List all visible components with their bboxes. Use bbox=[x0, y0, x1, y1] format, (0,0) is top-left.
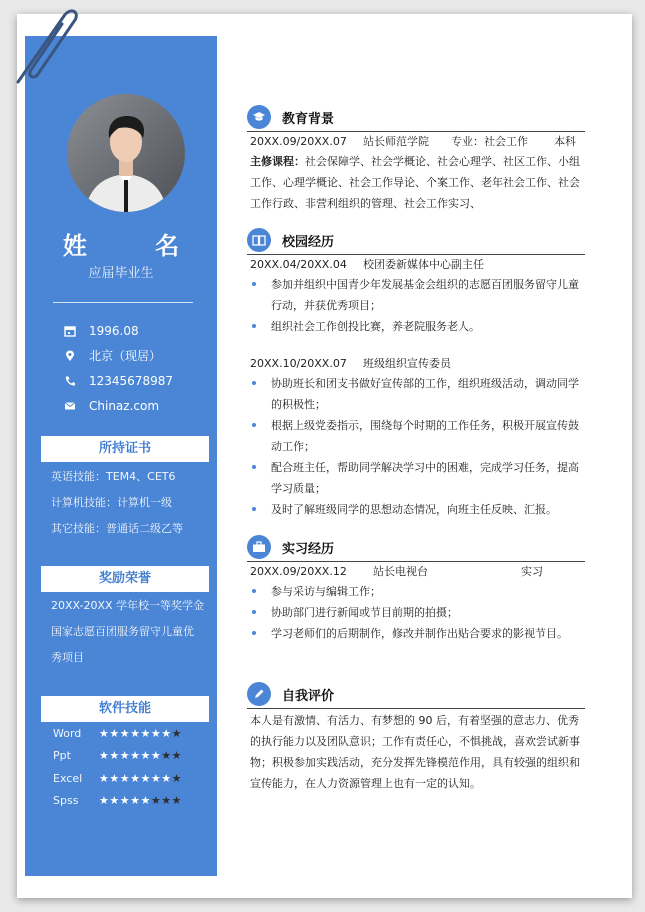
rating-stars bbox=[99, 794, 182, 807]
calendar-icon bbox=[63, 324, 77, 338]
skill-row: Ppt ★★★★★★★★ bbox=[53, 749, 182, 763]
star-filled-icon: ★ bbox=[140, 794, 151, 808]
pen-icon bbox=[247, 682, 271, 706]
contact-location: 北京（现居） bbox=[63, 343, 213, 368]
star-filled-icon: ★ bbox=[109, 726, 120, 740]
section-title: 自我评价 bbox=[282, 688, 335, 704]
sidebar-divider bbox=[53, 302, 193, 303]
section-divider bbox=[247, 131, 585, 132]
certificates-list bbox=[51, 464, 215, 542]
honors-line: 秀项目 bbox=[51, 651, 84, 664]
avatar bbox=[67, 94, 185, 212]
campus-entry-row: 20XX.04/20XX.04 校团委新媒体中心副主任 bbox=[250, 258, 484, 271]
star-filled-icon: ★ bbox=[140, 771, 151, 785]
star-empty-icon: ★ bbox=[171, 726, 182, 740]
skill-row: Spss ★★★★★★★★ bbox=[53, 794, 182, 808]
rating-stars bbox=[99, 772, 182, 785]
list-item: 协助部门进行新闻或节目前期的拍摄； bbox=[247, 602, 585, 623]
campus-header bbox=[247, 227, 585, 253]
star-filled-icon: ★ bbox=[130, 771, 141, 785]
star-filled-icon: ★ bbox=[161, 726, 172, 740]
list-item: 学习老师们的后期制作，修改并制作出贴合要求的影视节目。 bbox=[247, 623, 585, 644]
campus-entry-row: 20XX.10/20XX.07 班级组织宣传委员 bbox=[250, 357, 451, 370]
star-empty-icon: ★ bbox=[150, 794, 162, 808]
list-item: 及时了解班级同学的思想动态情况，向班主任反映、汇报。 bbox=[247, 499, 585, 520]
book-icon bbox=[247, 228, 271, 252]
star-filled-icon: ★ bbox=[109, 794, 120, 808]
graduation-cap-icon bbox=[247, 105, 271, 129]
star-empty-icon: ★ bbox=[161, 749, 172, 763]
star-filled-icon: ★ bbox=[150, 771, 162, 785]
star-filled-icon: ★ bbox=[130, 794, 141, 808]
honors-line: 20XX-20XX 学年校一等奖学金 bbox=[51, 599, 205, 612]
list-item: 计算机技能：计算机一级 bbox=[51, 496, 172, 509]
star-filled-icon: ★ bbox=[150, 749, 162, 763]
briefcase-icon bbox=[247, 535, 271, 559]
contact-birth: 1996.08 bbox=[63, 318, 213, 343]
main-content bbox=[247, 104, 585, 794]
paperclip-icon bbox=[4, 2, 82, 88]
rating-stars bbox=[99, 727, 182, 740]
sidebar bbox=[25, 36, 217, 876]
star-empty-icon: ★ bbox=[161, 794, 172, 808]
software-skills bbox=[53, 722, 213, 812]
list-item: 参加并组织中国青少年发展基金会组织的志愿百团服务留守儿童行动，并获优秀项目； bbox=[247, 274, 585, 316]
section-title: 实习经历 bbox=[282, 541, 335, 557]
self-eval-text: 本人是有激情、有活力、有梦想的 90 后，有着坚强的意志力、优秀的执行能力以及团队意识；工作有责任心，不惧挑战，喜欢尝试新事物；积极参加实践活动，充分发挥先锋模范作用，具有较强的组织和宣传能力，在人力资源管理上也有一定的认知。 bbox=[250, 714, 580, 790]
star-filled-icon: ★ bbox=[99, 726, 110, 740]
campus-bullets bbox=[247, 373, 585, 520]
star-filled-icon: ★ bbox=[161, 771, 172, 785]
star-filled-icon: ★ bbox=[140, 749, 151, 763]
candidate-subtitle: 应届毕业生 bbox=[88, 266, 154, 281]
certificates-title: 所持证书 bbox=[41, 436, 209, 462]
star-filled-icon: ★ bbox=[109, 771, 120, 785]
star-filled-icon: ★ bbox=[99, 794, 110, 808]
section-divider bbox=[247, 561, 585, 562]
star-filled-icon: ★ bbox=[130, 749, 141, 763]
self-eval-header bbox=[247, 681, 585, 707]
star-filled-icon: ★ bbox=[130, 726, 141, 740]
list-item: 配合班主任，帮助同学解决学习中的困难，完成学习任务，提高学习质量； bbox=[247, 457, 585, 499]
internship-row: 20XX.09/20XX.12 站长电视台 实习 bbox=[250, 565, 543, 578]
list-item: 组织社会工作创投比赛，养老院服务老人。 bbox=[247, 316, 585, 337]
star-filled-icon: ★ bbox=[99, 749, 110, 763]
skill-row: Excel ★★★★★★★★ bbox=[53, 771, 182, 785]
star-empty-icon: ★ bbox=[171, 749, 182, 763]
rating-stars bbox=[99, 749, 182, 762]
star-filled-icon: ★ bbox=[150, 726, 162, 740]
star-filled-icon: ★ bbox=[109, 749, 120, 763]
list-item: 根据上级党委指示，围绕每个时期的工作任务，积极开展宣传鼓动工作； bbox=[247, 415, 585, 457]
star-empty-icon: ★ bbox=[171, 794, 182, 808]
education-courses: 主修课程：社会保障学、社会学概论、社会心理学、社区工作、小组工作、心理学概论、社会工作导论、个案工作、老年社会工作、社会工作行政、非营利组织的管理、社会工作实习、 bbox=[250, 155, 580, 210]
honors-title: 奖励荣誉 bbox=[41, 566, 209, 592]
star-filled-icon: ★ bbox=[119, 749, 131, 763]
list-item: 协助班长和团支书做好宣传部的工作，组织班级活动，调动同学的积极性； bbox=[247, 373, 585, 415]
education-row: 20XX.09/20XX.07 站长师范学院 专业：社会工作 本科 bbox=[250, 135, 576, 148]
section-title: 校园经历 bbox=[282, 234, 335, 250]
list-item: 英语技能：TEM4、CET6 bbox=[51, 470, 176, 483]
email-icon bbox=[63, 399, 77, 413]
star-filled-icon: ★ bbox=[119, 794, 131, 808]
contact-list bbox=[63, 318, 213, 418]
campus-bullets bbox=[247, 274, 585, 337]
section-divider bbox=[247, 254, 585, 255]
internship-bullets bbox=[247, 581, 585, 644]
section-title: 教育背景 bbox=[282, 111, 335, 127]
section-divider bbox=[247, 708, 585, 709]
education-header bbox=[247, 104, 585, 130]
location-icon bbox=[63, 349, 77, 363]
star-filled-icon: ★ bbox=[99, 771, 110, 785]
honors-line: 国家志愿百团服务留守儿童优 bbox=[51, 625, 194, 638]
contact-email: Chinaz.com bbox=[63, 393, 213, 418]
list-item: 其它技能：普通话二级乙等 bbox=[51, 522, 183, 535]
star-filled-icon: ★ bbox=[140, 726, 151, 740]
star-empty-icon: ★ bbox=[171, 771, 182, 785]
list-item: 参与采访与编辑工作； bbox=[247, 581, 585, 602]
contact-phone: 12345678987 bbox=[63, 368, 213, 393]
candidate-name: 姓 名 bbox=[62, 232, 210, 260]
internship-header bbox=[247, 534, 585, 560]
phone-icon bbox=[63, 374, 77, 388]
star-filled-icon: ★ bbox=[119, 726, 131, 740]
software-title: 软件技能 bbox=[41, 696, 209, 722]
skill-row: Word ★★★★★★★★ bbox=[53, 726, 182, 740]
star-filled-icon: ★ bbox=[119, 771, 131, 785]
honors-text bbox=[51, 593, 211, 671]
